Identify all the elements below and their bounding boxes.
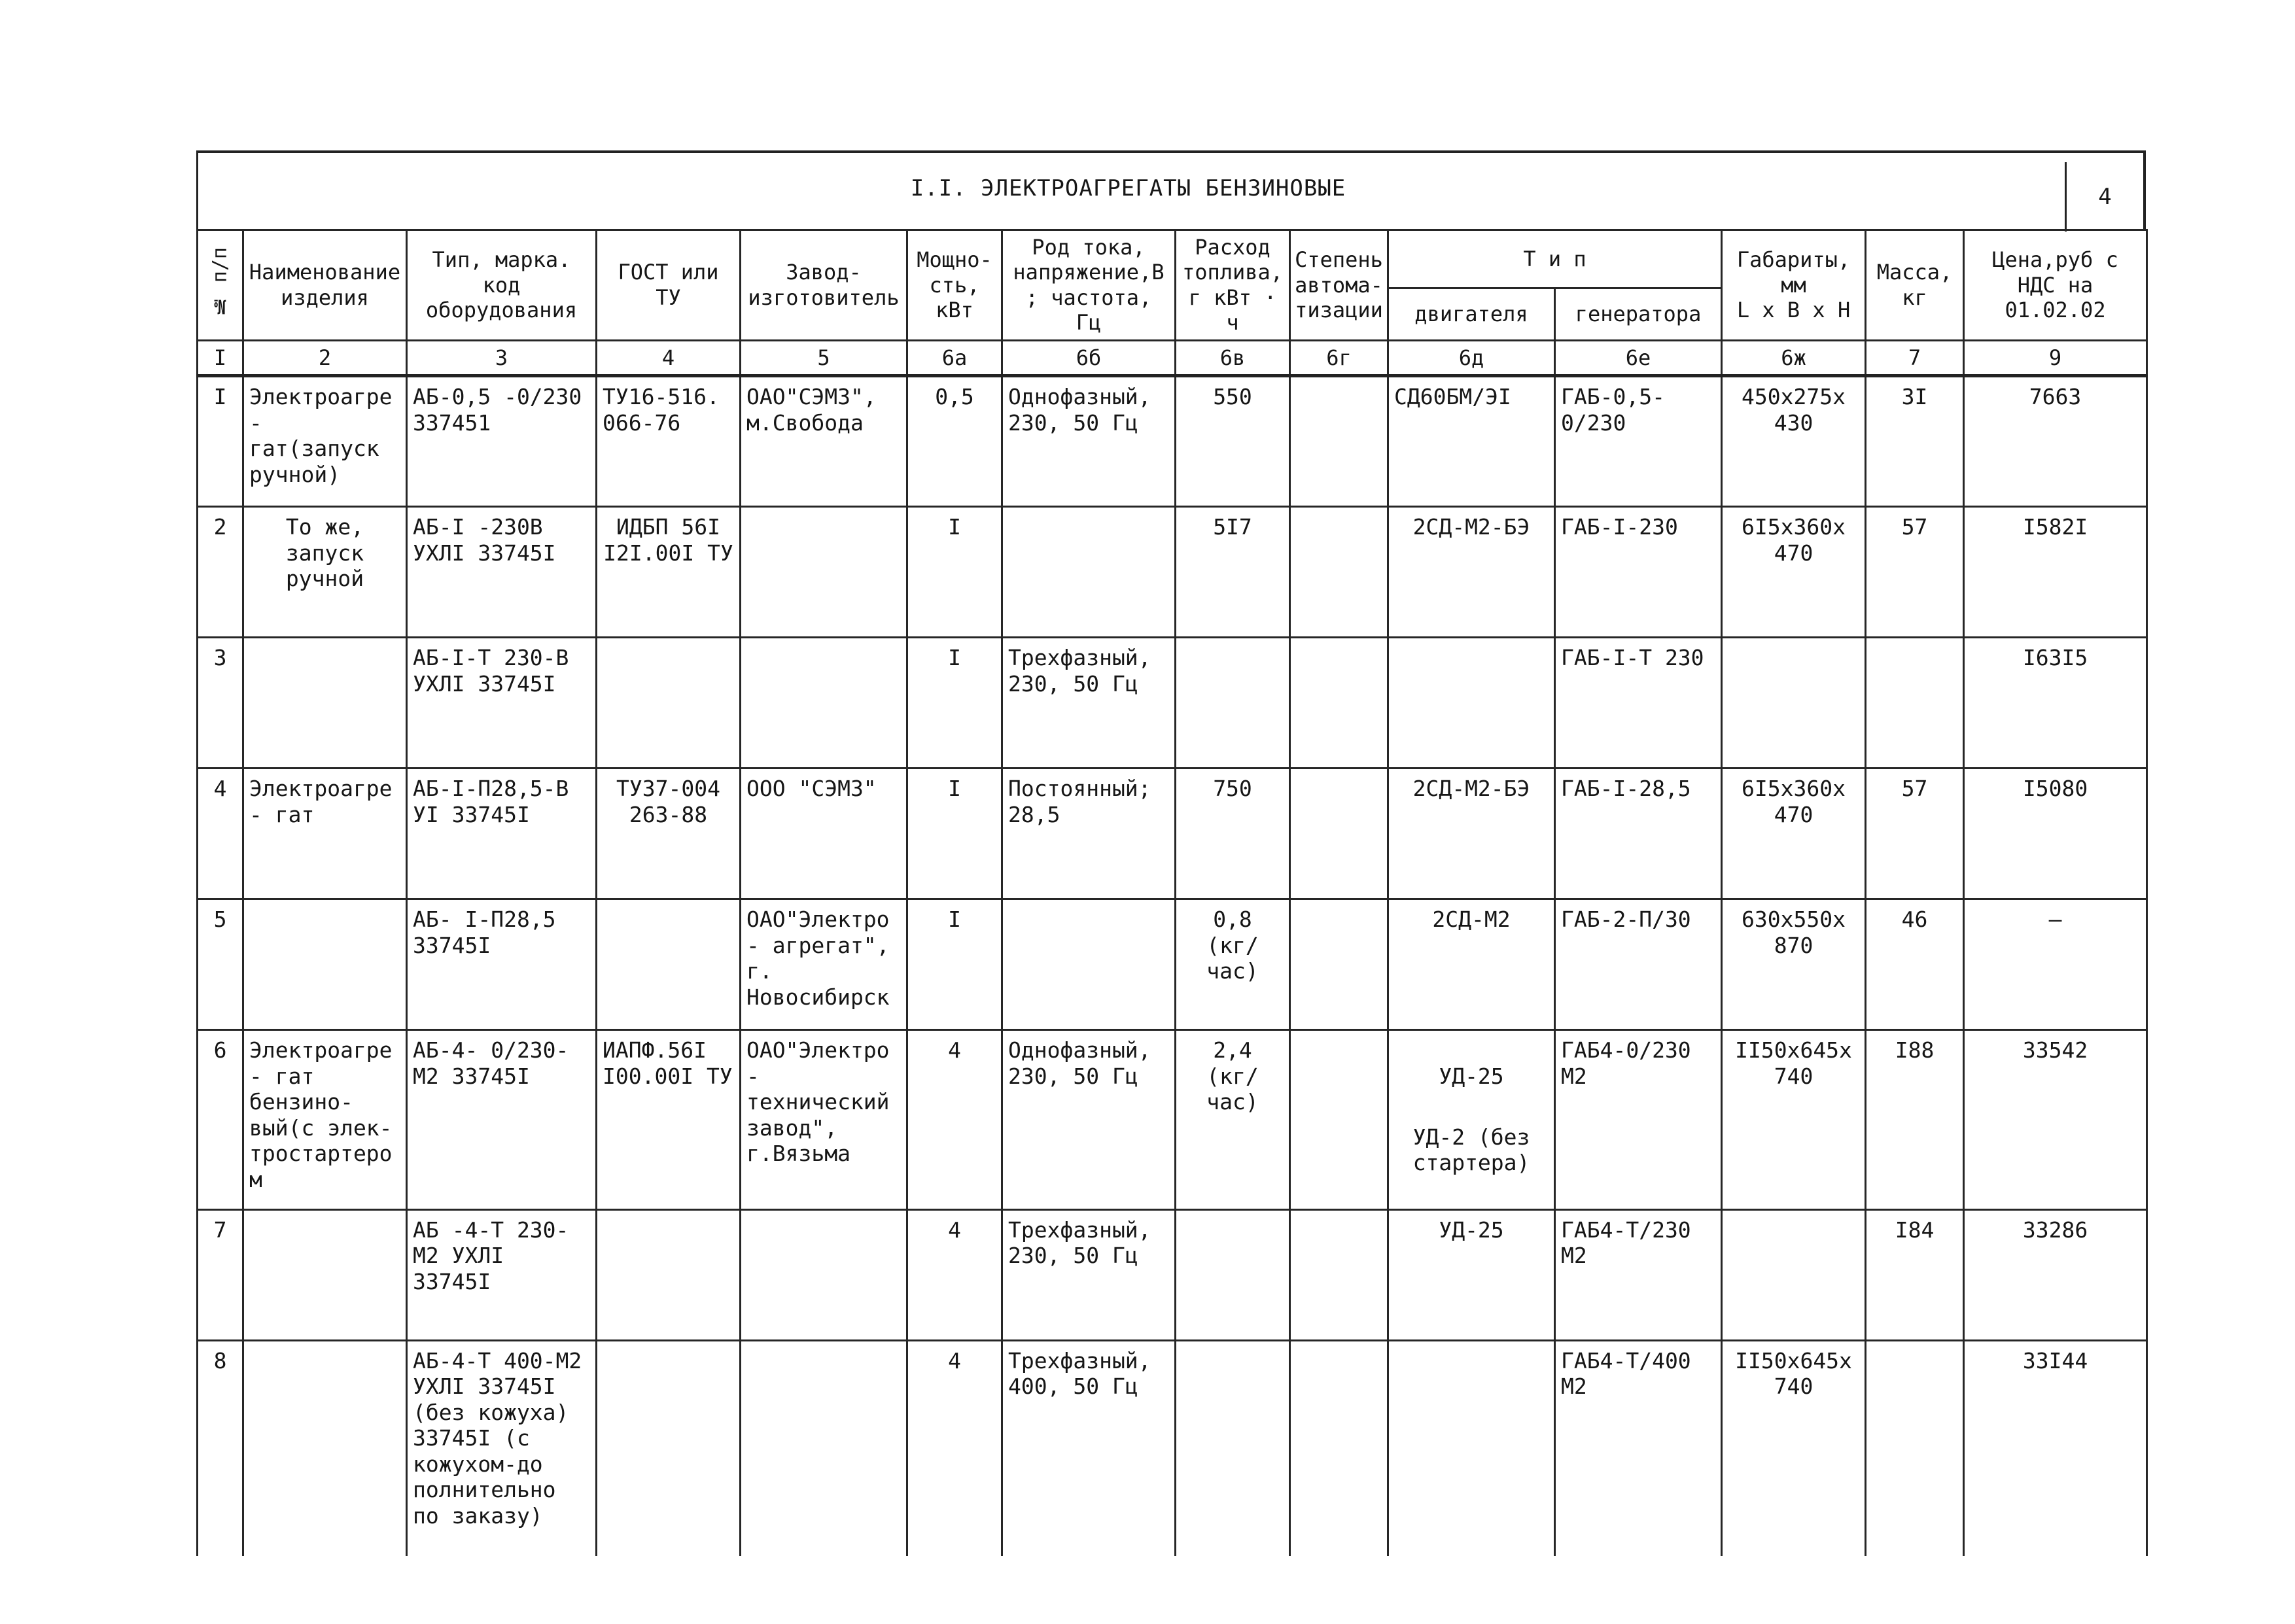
type-code: АБ-0,5 -0/230 337451 [407, 375, 597, 506]
table-row [198, 1029, 2147, 1209]
dimensions: 6I5x360x 470 [1722, 506, 1866, 637]
table-row [198, 899, 2147, 1029]
automation-level [1290, 1340, 1388, 1556]
engine-type-main: УД-25 [1439, 1063, 1504, 1089]
fuel-consumption [1176, 637, 1290, 768]
header-engine: двигателя [1388, 288, 1555, 340]
generator-type: ГАБ4-Т/400 М2 [1555, 1340, 1722, 1556]
power: 0,5 [907, 375, 1002, 506]
gost [597, 1209, 741, 1340]
engine-type [1388, 1340, 1555, 1556]
generator-type: ГАБ-I-230 [1555, 506, 1722, 637]
generator-type: ГАБ-0,5- 0/230 [1555, 375, 1722, 506]
power: I [907, 506, 1002, 637]
header-price: Цена,руб с НДС на 01.02.02 [1964, 230, 2147, 341]
row-number: I [198, 375, 243, 506]
type-code: АБ-4- 0/230-М2 33745I [407, 1029, 597, 1209]
dimensions [1722, 1209, 1866, 1340]
product-name: Электроагре- гат(запуск ручной) [243, 375, 407, 506]
row-number: 6 [198, 1029, 243, 1209]
fuel-consumption: 2,4 (кг/час) [1176, 1029, 1290, 1209]
dimensions: II50x645x 740 [1722, 1340, 1866, 1556]
price: 33542 [1964, 1029, 2147, 1209]
manufacturer: ООО "СЭМЗ" [741, 768, 907, 899]
column-number: 6б [1002, 340, 1176, 375]
manufacturer: ОАО"Электро- технический завод", г.Вязьма [741, 1029, 907, 1209]
product-name [243, 1209, 407, 1340]
automation-level [1290, 375, 1388, 506]
mass: I84 [1866, 1209, 1964, 1340]
column-number: 6е [1555, 340, 1722, 375]
column-number: 3 [407, 340, 597, 375]
row-number: 4 [198, 768, 243, 899]
header-gost: ГОСТ или ТУ [597, 230, 741, 341]
column-number: 6д [1388, 340, 1555, 375]
dimensions: 6I5x360x 470 [1722, 768, 1866, 899]
price: I63I5 [1964, 637, 2147, 768]
mass [1866, 1340, 1964, 1556]
type-code: АБ-I -230В УХЛI 33745I [407, 506, 597, 637]
table-row [198, 1209, 2147, 1340]
engine-type-alt: УД-2 (без стартера) [1412, 1124, 1530, 1176]
header-number: № п/п [198, 230, 243, 341]
column-number: 9 [1964, 340, 2147, 375]
manufacturer [741, 637, 907, 768]
current-type: Трехфазный, 230, 50 Гц [1002, 1209, 1176, 1340]
header-current: Род тока, напряжение,В; частота, Гц [1002, 230, 1176, 341]
product-name [243, 1340, 407, 1556]
gost [597, 637, 741, 768]
row-number: 5 [198, 899, 243, 1029]
row-number: 8 [198, 1340, 243, 1556]
current-type: Трехфазный, 230, 50 Гц [1002, 637, 1176, 768]
price: I5080 [1964, 768, 2147, 899]
table-row [198, 506, 2147, 637]
column-number: 6а [907, 340, 1002, 375]
fuel-consumption [1176, 1209, 1290, 1340]
price: 7663 [1964, 375, 2147, 506]
column-number: 6ж [1722, 340, 1866, 375]
gost: ИАПФ.56I I00.00I ТУ [597, 1029, 741, 1209]
header-automation: Степень автома- тизации [1290, 230, 1388, 341]
row-number: 2 [198, 506, 243, 637]
gost [597, 899, 741, 1029]
power: 4 [907, 1029, 1002, 1209]
manufacturer [741, 506, 907, 637]
automation-level [1290, 768, 1388, 899]
power: I [907, 637, 1002, 768]
manufacturer [741, 1209, 907, 1340]
type-code: АБ- I-П28,5 33745I [407, 899, 597, 1029]
price-list-sheet [196, 150, 2146, 1557]
current-type [1002, 506, 1176, 637]
type-code: АБ -4-Т 230- М2 УХЛI 33745I [407, 1209, 597, 1340]
mass [1866, 637, 1964, 768]
product-name: Электроагре- гат [243, 768, 407, 899]
header-manufacturer: Завод- изготовитель [741, 230, 907, 341]
engine-type: СД60БМ/ЭI [1388, 375, 1555, 506]
product-name: То же, запуск ручной [243, 506, 407, 637]
current-type [1002, 899, 1176, 1029]
automation-level [1290, 1209, 1388, 1340]
manufacturer [741, 1340, 907, 1556]
mass: 57 [1866, 768, 1964, 899]
header-type-group: Т и п [1388, 230, 1722, 288]
automation-level [1290, 899, 1388, 1029]
column-number: 5 [741, 340, 907, 375]
dimensions [1722, 637, 1866, 768]
fuel-consumption: 750 [1176, 768, 1290, 899]
engine-type: 2СД-М2-БЭ [1388, 768, 1555, 899]
gost: ТУ37-004 263-88 [597, 768, 741, 899]
engine-type: 2СД-М2-БЭ [1388, 506, 1555, 637]
type-code: АБ-I-Т 230-В УХЛI 33745I [407, 637, 597, 768]
generator-type: ГАБ4-0/230 М2 [1555, 1029, 1722, 1209]
power: 4 [907, 1209, 1002, 1340]
price: 33286 [1964, 1209, 2147, 1340]
column-number: 6в [1176, 340, 1290, 375]
generator-type: ГАБ-I-28,5 [1555, 768, 1722, 899]
mass: 57 [1866, 506, 1964, 637]
manufacturer: ОАО"Электро- агрегат", г. Новосибирск [741, 899, 907, 1029]
engine-type [1388, 637, 1555, 768]
table-row [198, 375, 2147, 506]
dimensions: 450x275x 430 [1722, 375, 1866, 506]
engine-type [1388, 1029, 1555, 1209]
fuel-consumption [1176, 1340, 1290, 1556]
header-mass: Масса, кг [1866, 230, 1964, 341]
mass: 3I [1866, 375, 1964, 506]
engine-type: 2СД-М2 [1388, 899, 1555, 1029]
current-type: Трехфазный, 400, 50 Гц [1002, 1340, 1176, 1556]
price: — [1964, 899, 2147, 1029]
header-type-code: Тип, марка. код оборудования [407, 230, 597, 341]
fuel-consumption: 550 [1176, 375, 1290, 506]
current-type: Однофазный, 230, 50 Гц [1002, 1029, 1176, 1209]
product-name [243, 899, 407, 1029]
page-number: 4 [2065, 162, 2143, 232]
mass: 46 [1866, 899, 1964, 1029]
type-code: АБ-4-Т 400-М2 УХЛI 33745I (без кожуха) 33745I (с кожухом-до полнительно по заказу) [407, 1340, 597, 1556]
price: 33I44 [1964, 1340, 2147, 1556]
manufacturer: ОАО"СЭМЗ", м.Свобода [741, 375, 907, 506]
title-bar [196, 150, 2146, 229]
automation-level [1290, 506, 1388, 637]
header-generator: генератора [1555, 288, 1722, 340]
fuel-consumption: 5I7 [1176, 506, 1290, 637]
header-dimensions: Габариты, мм L x B x H [1722, 230, 1866, 341]
dimensions: II50x645x 740 [1722, 1029, 1866, 1209]
current-type: Однофазный, 230, 50 Гц [1002, 375, 1176, 506]
current-type: Постоянный; 28,5 [1002, 768, 1176, 899]
generator-type: ГАБ4-Т/230 М2 [1555, 1209, 1722, 1340]
product-name [243, 637, 407, 768]
product-name: Электроагре- гат бензино- вый(с элек- тростартером [243, 1029, 407, 1209]
column-number: 4 [597, 340, 741, 375]
automation-level [1290, 1029, 1388, 1209]
power: 4 [907, 1340, 1002, 1556]
header-name: Наименование изделия [243, 230, 407, 341]
row-number: 3 [198, 637, 243, 768]
column-number: 6г [1290, 340, 1388, 375]
mass: I88 [1866, 1029, 1964, 1209]
generator-type: ГАБ-I-Т 230 [1555, 637, 1722, 768]
generator-type: ГАБ-2-П/30 [1555, 899, 1722, 1029]
column-number: I [198, 340, 243, 375]
column-number: 2 [243, 340, 407, 375]
dimensions: 630x550x 870 [1722, 899, 1866, 1029]
header-power: Мощно- сть, кВт [907, 230, 1002, 341]
gost: ИДБП 56I I2I.00I ТУ [597, 506, 741, 637]
fuel-consumption: 0,8 (кг/час) [1176, 899, 1290, 1029]
header-fuel: Расход топлива, г кВт · ч [1176, 230, 1290, 341]
power: I [907, 899, 1002, 1029]
price: I582I [1964, 506, 2147, 637]
section-title: I.I. ЭЛЕКТРОАГРЕГАТЫ БЕНЗИНОВЫЕ [910, 175, 1346, 201]
automation-level [1290, 637, 1388, 768]
gost: ТУ16-516. 066-76 [597, 375, 741, 506]
type-code: АБ-I-П28,5-В УI 33745I [407, 768, 597, 899]
table-row [198, 768, 2147, 899]
engine-type: УД-25 [1388, 1209, 1555, 1340]
table-row [198, 637, 2147, 768]
power: I [907, 768, 1002, 899]
gost [597, 1340, 741, 1556]
table-row [198, 1340, 2147, 1556]
generators-table [196, 229, 2148, 1556]
row-number: 7 [198, 1209, 243, 1340]
column-number: 7 [1866, 340, 1964, 375]
